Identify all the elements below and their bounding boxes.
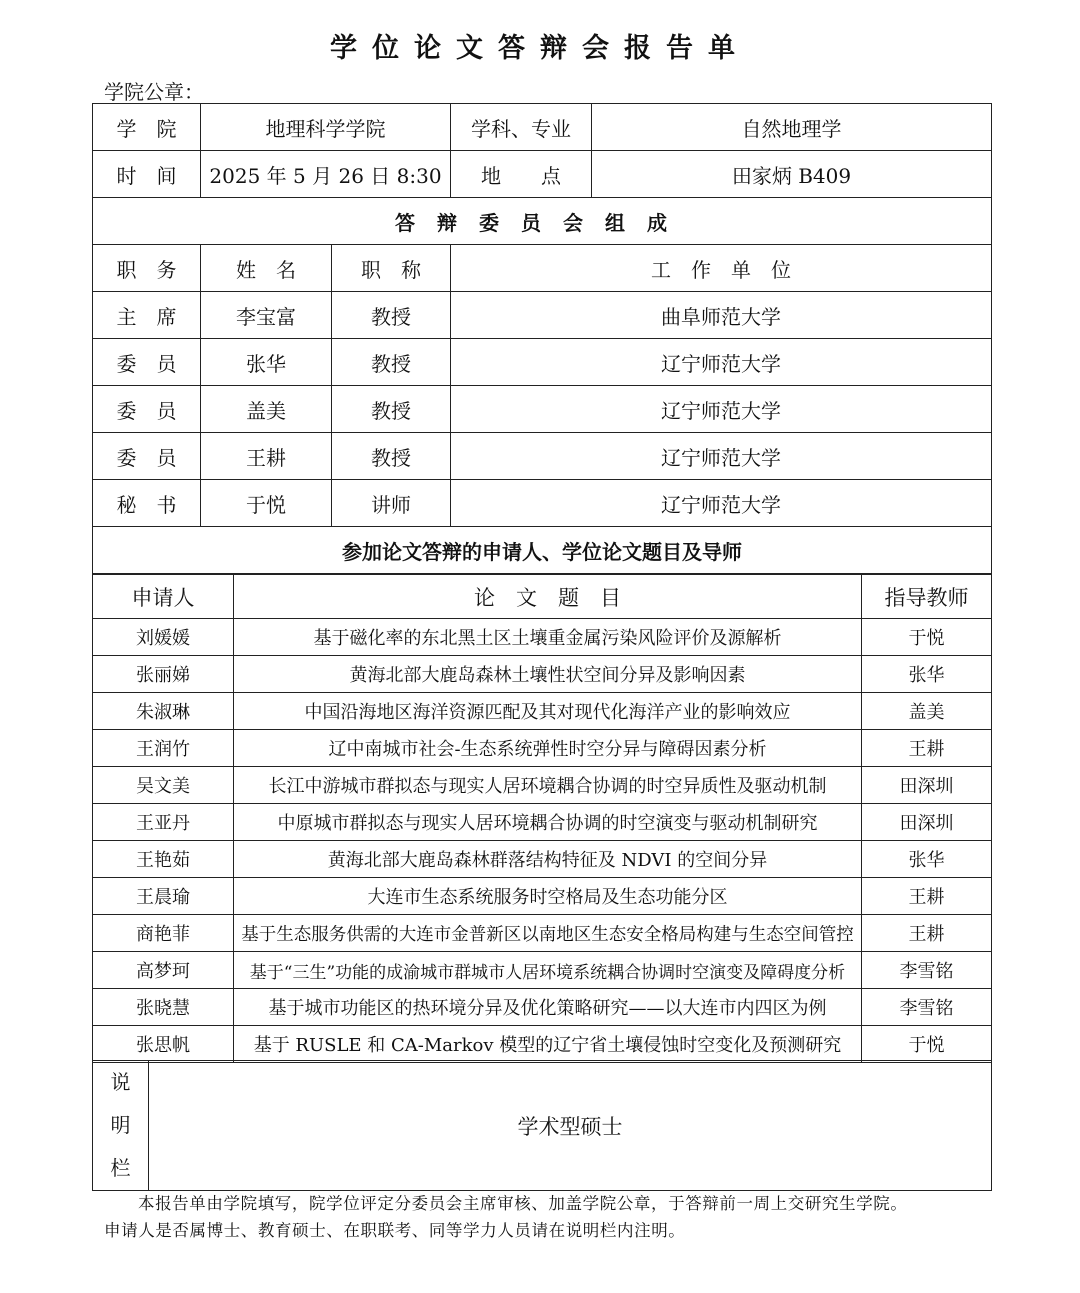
info-row-time [93, 151, 992, 198]
applicant-name: 王亚丹 [93, 804, 234, 841]
remarks-label-char: 栏 [110, 1156, 131, 1180]
member-rank: 讲师 [332, 480, 451, 527]
applicants-header-applicant: 申请人 [93, 575, 234, 619]
remarks-label [93, 1061, 149, 1191]
member-unit: 辽宁师范大学 [451, 339, 992, 386]
major-label: 学科、专业 [451, 104, 592, 151]
thesis-title: 基于生态服务供需的大连市金普新区以南地区生态安全格局构建与生态空间管控 [234, 915, 862, 952]
member-unit: 曲阜师范大学 [451, 292, 992, 339]
time-value: 2025 年 5 月 26 日 8:30 [201, 151, 451, 198]
applicants-table [92, 574, 992, 1063]
member-rank: 教授 [332, 292, 451, 339]
college-seal-label: 学院公章： [104, 80, 204, 104]
applicants-header-advisor: 指导教师 [862, 575, 992, 619]
thesis-title: 基于磁化率的东北黑土区土壤重金属污染风险评价及源解析 [234, 619, 862, 656]
committee-section-title: 答辩委员会组成 [93, 198, 992, 245]
advisor-name: 张华 [862, 841, 992, 878]
table-row [93, 989, 992, 1026]
member-name: 李宝富 [201, 292, 332, 339]
applicants-section-title: 参加论文答辩的申请人、学位论文题目及导师 [93, 527, 992, 574]
remarks-row [93, 1061, 992, 1191]
college-value: 地理科学学院 [201, 104, 451, 151]
thesis-title: 基于 RUSLE 和 CA-Markov 模型的辽宁省土壤侵蚀时空变化及预测研究 [234, 1026, 862, 1063]
advisor-name: 盖美 [862, 693, 992, 730]
advisor-name: 李雪铭 [862, 989, 992, 1026]
info-row-college [93, 104, 992, 151]
applicants-section-row [93, 527, 992, 574]
member-unit: 辽宁师范大学 [451, 480, 992, 527]
footer-note-line1: 本报告单由学院填写，院学位评定分委员会主席审核、加盖学院公章，于答辩前一周上交研究生学院。 [138, 1194, 908, 1213]
table-row [93, 952, 992, 989]
member-rank: 教授 [332, 339, 451, 386]
remarks-value: 学术型硕士 [149, 1061, 992, 1191]
applicant-name: 朱淑琳 [93, 693, 234, 730]
committee-member-row [93, 339, 992, 386]
time-label: 时 间 [93, 151, 201, 198]
committee-section-row [93, 198, 992, 245]
remarks-table [92, 1060, 992, 1191]
applicant-name: 刘媛媛 [93, 619, 234, 656]
member-name: 于悦 [201, 480, 332, 527]
thesis-title: 基于“三生”功能的成渝城市群城市人居环境系统耦合协调时空演变及障碍度分析 [234, 952, 862, 989]
applicant-name: 吴文美 [93, 767, 234, 804]
member-role: 委 员 [93, 339, 201, 386]
committee-header-row [93, 245, 992, 292]
thesis-title: 黄海北部大鹿岛森林土壤性状空间分异及影响因素 [234, 656, 862, 693]
committee-header-name: 姓 名 [201, 245, 332, 292]
advisor-name: 王耕 [862, 915, 992, 952]
advisor-name: 田深圳 [862, 767, 992, 804]
remarks-label-char: 明 [110, 1113, 131, 1137]
thesis-title: 辽中南城市社会-生态系统弹性时空分异与障碍因素分析 [234, 730, 862, 767]
table-row [93, 619, 992, 656]
table-row [93, 693, 992, 730]
member-name: 盖美 [201, 386, 332, 433]
applicant-name: 张晓慧 [93, 989, 234, 1026]
table-row [93, 878, 992, 915]
committee-header-unit: 工 作 单 位 [451, 245, 992, 292]
place-value: 田家炳 B409 [592, 151, 992, 198]
footer-note-line2: 申请人是否属博士、教育硕士、在职联考、同等学力人员请在说明栏内注明。 [104, 1221, 686, 1240]
committee-member-row [93, 433, 992, 480]
committee-header-rank: 职 称 [332, 245, 451, 292]
info-committee-table [92, 103, 992, 574]
applicant-name: 张思帆 [93, 1026, 234, 1063]
applicant-name: 王润竹 [93, 730, 234, 767]
advisor-name: 王耕 [862, 730, 992, 767]
place-label: 地 点 [451, 151, 592, 198]
thesis-title: 大连市生态系统服务时空格局及生态功能分区 [234, 878, 862, 915]
table-row [93, 804, 992, 841]
member-rank: 教授 [332, 386, 451, 433]
advisor-name: 于悦 [862, 1026, 992, 1063]
advisor-name: 王耕 [862, 878, 992, 915]
committee-member-row [93, 292, 992, 339]
thesis-title: 黄海北部大鹿岛森林群落结构特征及 NDVI 的空间分异 [234, 841, 862, 878]
college-label: 学 院 [93, 104, 201, 151]
applicant-name: 王艳茹 [93, 841, 234, 878]
member-name: 王耕 [201, 433, 332, 480]
member-unit: 辽宁师范大学 [451, 386, 992, 433]
applicants-header-thesis: 论 文 题 目 [234, 575, 862, 619]
applicant-name: 高梦珂 [93, 952, 234, 989]
member-name: 张华 [201, 339, 332, 386]
thesis-title: 基于城市功能区的热环境分异及优化策略研究——以大连市内四区为例 [234, 989, 862, 1026]
applicants-header-row [93, 575, 992, 619]
remarks-label-char: 说 [110, 1070, 131, 1094]
committee-member-row [93, 480, 992, 527]
advisor-name: 田深圳 [862, 804, 992, 841]
table-row [93, 730, 992, 767]
table-row [93, 656, 992, 693]
member-role: 委 员 [93, 433, 201, 480]
member-role: 秘 书 [93, 480, 201, 527]
table-row [93, 767, 992, 804]
member-role: 主 席 [93, 292, 201, 339]
member-role: 委 员 [93, 386, 201, 433]
applicant-name: 商艳菲 [93, 915, 234, 952]
advisor-name: 于悦 [862, 619, 992, 656]
thesis-title: 中原城市群拟态与现实人居环境耦合协调的时空演变与驱动机制研究 [234, 804, 862, 841]
thesis-title: 中国沿海地区海洋资源匹配及其对现代化海洋产业的影响效应 [234, 693, 862, 730]
advisor-name: 李雪铭 [862, 952, 992, 989]
applicant-name: 张丽娣 [93, 656, 234, 693]
thesis-title: 长江中游城市群拟态与现实人居环境耦合协调的时空异质性及驱动机制 [234, 767, 862, 804]
member-rank: 教授 [332, 433, 451, 480]
member-unit: 辽宁师范大学 [451, 433, 992, 480]
table-row [93, 1026, 992, 1063]
advisor-name: 张华 [862, 656, 992, 693]
table-row [93, 841, 992, 878]
committee-member-row [93, 386, 992, 433]
page-title: 学位论文答辩会报告单 [330, 33, 750, 64]
applicant-name: 王晨瑜 [93, 878, 234, 915]
committee-header-role: 职 务 [93, 245, 201, 292]
major-value: 自然地理学 [592, 104, 992, 151]
table-row [93, 915, 992, 952]
